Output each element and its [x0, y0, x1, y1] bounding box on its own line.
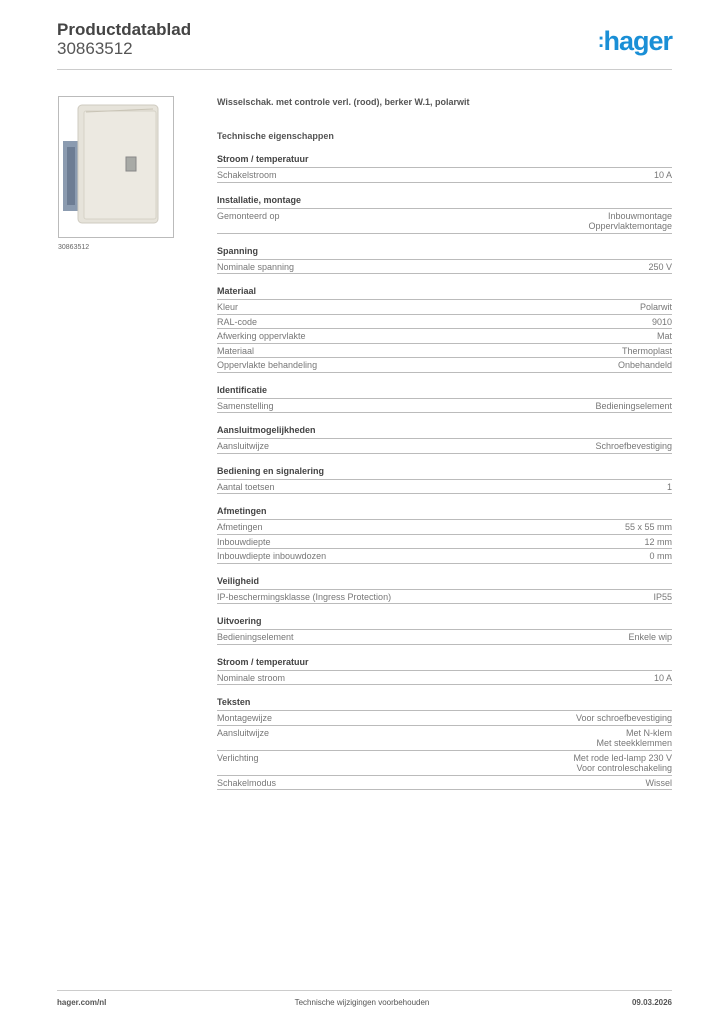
spec-section [217, 506, 672, 564]
spec-values [628, 632, 672, 643]
section-title: Stroom / temperatuur [217, 657, 672, 671]
spec-section [217, 576, 672, 605]
spec-section [217, 154, 672, 183]
spec-values [667, 482, 672, 493]
spec-section [217, 425, 672, 454]
spec-label: Inbouwdiepte [217, 536, 271, 547]
spec-label: Nominale stroom [217, 672, 286, 683]
spec-label: IP-beschermingsklasse (Ingress Protection) [217, 591, 392, 602]
spec-values [588, 211, 672, 232]
spec-row [217, 480, 672, 495]
spec-label: Schakelstroom [217, 170, 277, 180]
spec-row [217, 535, 672, 550]
spec-value: Mat [656, 331, 672, 341]
section-title: Uitvoering [217, 616, 672, 630]
spec-label: Aantal toetsen [217, 481, 275, 492]
section-title: Identificatie [217, 385, 672, 399]
spec-label: Materiaal [217, 345, 255, 356]
spec-label: Bedieningselement [217, 632, 294, 642]
spec-row [217, 671, 672, 686]
spec-values [573, 753, 672, 774]
spec-row [217, 168, 672, 183]
spec-row [217, 300, 672, 315]
spec-section [217, 195, 672, 234]
footer-website[interactable]: hager.com/nl [57, 998, 107, 1007]
spec-values [622, 346, 672, 357]
spec-row [217, 329, 672, 344]
spec-label: Afmetingen [217, 522, 263, 532]
spec-row [217, 358, 672, 373]
spec-values [618, 360, 672, 371]
product-description: Wisselschak. met controle verl. (rood), berker W.1, polarwit [217, 97, 470, 107]
spec-value: 10 A [653, 672, 672, 683]
section-title: Afmetingen [217, 506, 672, 520]
section-title: Aansluitmogelijkheden [217, 425, 672, 439]
section-title: Materiaal [217, 286, 672, 300]
spec-value: 12 mm [644, 536, 672, 547]
spec-row [217, 344, 672, 359]
section-title: Stroom / temperatuur [217, 154, 672, 168]
spec-section [217, 246, 672, 275]
spec-section [217, 466, 672, 495]
spec-value: 10 A [653, 170, 672, 180]
spec-value: Inbouwmontage [607, 210, 672, 221]
spec-value: IP55 [653, 591, 672, 602]
spec-values [595, 441, 672, 452]
spec-label: Samenstelling [217, 400, 274, 411]
spec-values [652, 317, 672, 328]
section-title: Spanning [217, 246, 672, 260]
spec-section [217, 286, 672, 373]
spec-label: Oppervlakte behandeling [217, 360, 318, 370]
spec-row [217, 711, 672, 726]
spec-value: Met steekklemmen [596, 738, 672, 748]
spec-row [217, 549, 672, 564]
page-title: Productdatablad [57, 20, 192, 39]
spec-values [644, 537, 672, 548]
spec-content [217, 96, 672, 790]
section-title: Bediening en signalering [217, 466, 672, 480]
spec-value: Met rode led-lamp 230 V [573, 752, 672, 763]
spec-row [217, 260, 672, 275]
spec-label: Kleur [217, 302, 239, 312]
section-title: Installatie, montage [217, 195, 672, 209]
spec-row [217, 776, 672, 791]
spec-row [217, 590, 672, 605]
spec-values [654, 673, 672, 684]
spec-value: Voor controleschakeling [576, 763, 672, 773]
spec-values [654, 170, 672, 181]
spec-row [217, 209, 672, 234]
section-title: Teksten [217, 697, 672, 711]
spec-values [640, 302, 672, 313]
footer-divider [57, 990, 672, 991]
spec-row [217, 399, 672, 414]
spec-label: Inbouwdiepte inbouwdozen [217, 551, 327, 561]
spec-value: Thermoplast [621, 345, 672, 356]
hager-logo: :hager [597, 26, 672, 56]
spec-label: RAL-code [217, 316, 258, 327]
spec-values [648, 262, 672, 273]
spec-value: Met N-klem [625, 727, 672, 738]
spec-value: Wissel [645, 777, 672, 788]
spec-values [653, 592, 672, 603]
spec-values [646, 778, 673, 789]
spec-value: Voor schroefbevestiging [575, 713, 672, 723]
image-caption: 30863512 [58, 244, 90, 251]
spec-label: Montagewijze [217, 713, 273, 723]
spec-value: Polarwit [639, 302, 672, 312]
spec-section [217, 616, 672, 645]
spec-value: 55 x 55 mm [624, 522, 672, 532]
tech-title: Technische eigenschappen [217, 131, 334, 141]
spec-row [217, 315, 672, 330]
spec-label: Schakelmodus [217, 777, 277, 788]
spec-row [217, 726, 672, 751]
spec-value: Onbehandeld [617, 360, 672, 370]
spec-value: 250 V [648, 261, 672, 272]
spec-label: Verlichting [217, 752, 259, 763]
spec-values [596, 728, 672, 749]
spec-values [625, 522, 672, 533]
spec-section [217, 657, 672, 686]
spec-label: Afwerking oppervlakte [217, 331, 306, 341]
spec-row [217, 439, 672, 454]
section-title: Veiligheid [217, 576, 672, 590]
spec-label: Gemonteerd op [217, 210, 280, 221]
spec-values [657, 331, 672, 342]
product-image [58, 96, 174, 238]
spec-values [650, 551, 673, 562]
spec-value: 0 mm [649, 551, 672, 561]
spec-section [217, 385, 672, 414]
product-code: 30863512 [57, 39, 133, 58]
spec-label: Aansluitwijze [217, 441, 270, 451]
spec-label: Aansluitwijze [217, 727, 270, 738]
footer-date: 09.03.2026 [631, 998, 672, 1007]
spec-value: Schroefbevestiging [595, 441, 672, 451]
spec-row [217, 751, 672, 776]
spec-row [217, 520, 672, 535]
spec-row [217, 630, 672, 645]
spec-value: Bedieningselement [595, 400, 672, 411]
footer-disclaimer: Technische wijzigingen voorbehouden [294, 998, 430, 1007]
header-divider [57, 69, 672, 70]
spec-values [595, 401, 672, 412]
spec-section [217, 697, 672, 790]
spec-value: 9010 [651, 316, 672, 327]
spec-value: 1 [666, 481, 672, 492]
spec-label: Nominale spanning [217, 261, 295, 272]
spec-values [576, 713, 672, 724]
spec-value: Enkele wip [628, 632, 672, 642]
spec-value: Oppervlaktemontage [588, 221, 672, 231]
